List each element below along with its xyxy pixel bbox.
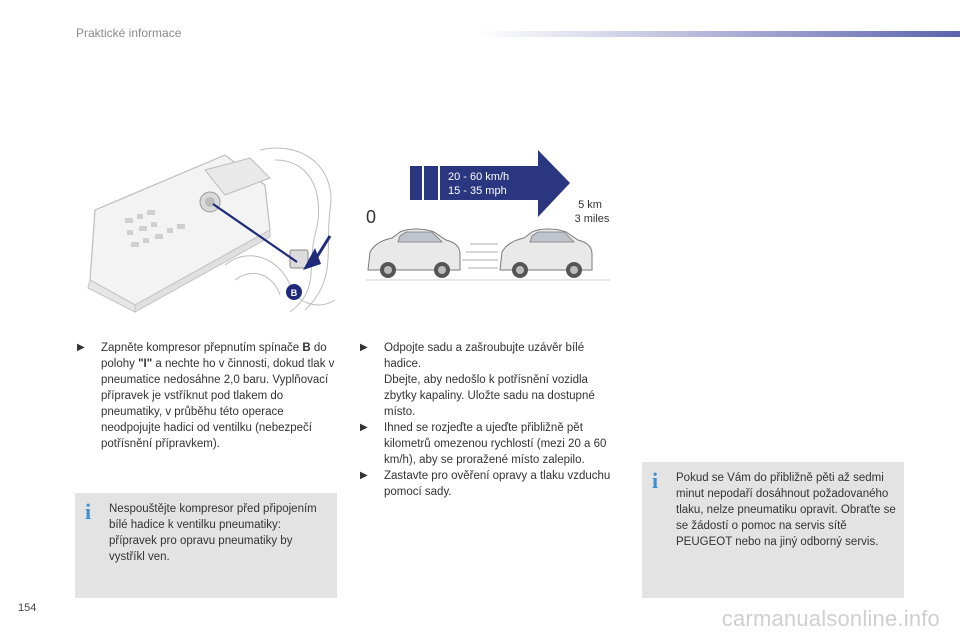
distance-km-label: 5 km (578, 199, 602, 211)
car-start-icon (368, 229, 460, 278)
bullet-bold: B (302, 342, 311, 354)
page-section-title: Praktické informace (76, 26, 182, 40)
list-item (360, 420, 622, 468)
arrow-bullet-icon: ▶ (360, 342, 368, 353)
bullet-text: Odpojte sadu a zašroubujte uzávěr bílé hadice. (384, 342, 585, 370)
info-box-left (75, 493, 337, 598)
speed-mph-label: 15 - 35 mph (448, 185, 507, 197)
info-text: Pokud se Vám do přibližně pěti až sedmi minut nepodaří dosáhnout požadovaného tlaku, nelze pneumatiku opravit. Obraťte se se žádostí o pomoc na servis sítě PEUGEOT nebo na jiný odborný servis. (676, 472, 896, 548)
car-moving-icon (500, 229, 592, 278)
bullet-text: a nechte ho v činnosti, dokud tlak v pneumatice nedosáhne 2,0 baru. Vyplňovací přípravek je vstříknut pod tlakem do pneumatiky, v průběhu této operace neodpojujte hadici od ventilku (nebezpečí potřísnění přípravkem). (101, 358, 335, 450)
arrow-bullet-icon: ▶ (360, 422, 368, 433)
header-gradient-bar (478, 31, 960, 37)
info-text: Nespouštějte kompresor před připojením bílé hadice k ventilku pneumatiky: přípravek pro opravu pneumatiky by vystříkl ven. (109, 503, 317, 563)
list-item (77, 340, 339, 452)
bullet-note: Dbejte, aby nedošlo k potřísnění vozidla zbytky kapaliny. Uložte sadu na dostupné místo. (384, 374, 595, 418)
info-icon: i (85, 499, 92, 524)
middle-instruction-list (360, 340, 622, 500)
drive-speed-illustration (358, 140, 620, 290)
distance-miles-label: 3 miles (574, 213, 610, 225)
arrow-bullet-icon: ▶ (77, 342, 85, 353)
watermark: carmanualsonline.info (721, 606, 940, 631)
info-icon: i (652, 468, 659, 493)
bullet-text: Ihned se rozjeďte a ujeďte přibližně pět kilometrů omezenou rychlostí (mezi 20 a 60 km/h), aby se proražené místo zalepilo. (384, 422, 607, 466)
arrow-bullet-icon: ▶ (360, 470, 368, 481)
bullet-text: do polohy (101, 342, 327, 370)
switch-b-label: B (290, 288, 298, 298)
list-item (360, 468, 622, 500)
bullet-bold: "I" (138, 358, 153, 370)
compressor-illustration (75, 140, 337, 315)
left-instruction-list (77, 340, 339, 452)
info-box-right (642, 462, 904, 598)
start-distance-label: 0 (366, 207, 377, 227)
bullet-text: Zapněte kompresor přepnutím spínače (101, 342, 300, 354)
list-item (360, 340, 622, 420)
page-number: 154 (18, 602, 37, 614)
speed-kmh-label: 20 - 60 km/h (448, 171, 510, 183)
bullet-text: Zastavte pro ověření opravy a tlaku vzduchu pomocí sady. (384, 470, 611, 498)
